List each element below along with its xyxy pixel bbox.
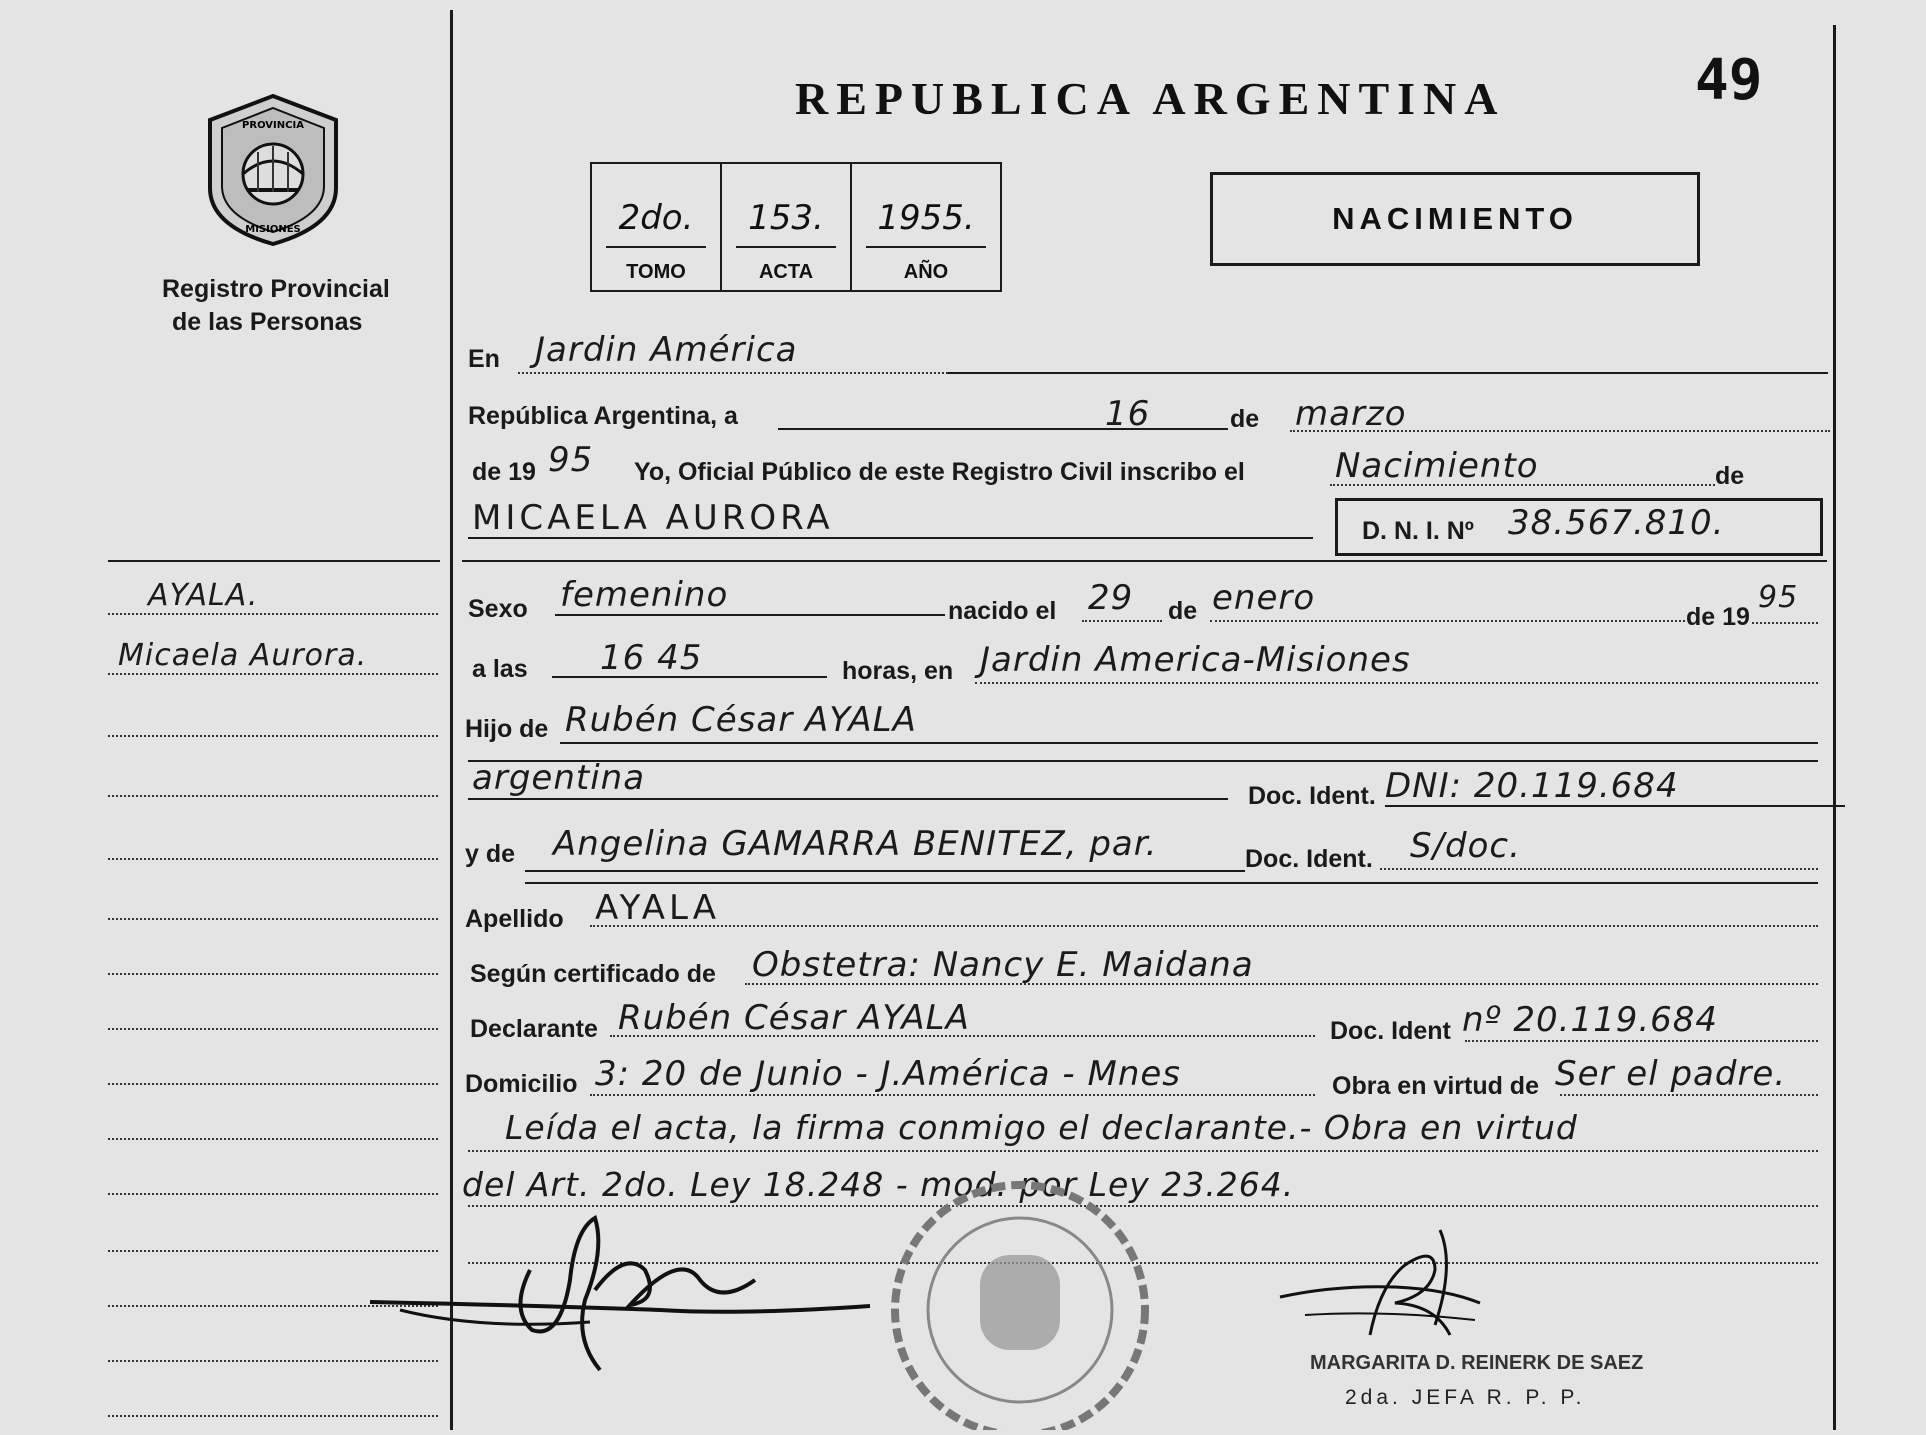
en-value: Jardin América: [535, 330, 798, 370]
right-border: [1833, 25, 1836, 1430]
padre-value: Rubén César AYALA: [565, 700, 917, 740]
ref-box-value: 1955.: [877, 198, 975, 238]
nacido-month: enero: [1212, 578, 1316, 618]
registry-name-line1: Registro Provincial: [162, 275, 390, 303]
year-suffix: 95: [548, 440, 594, 480]
de19-label: de 19: [472, 458, 536, 486]
ref-box-tomo: [590, 162, 722, 292]
horas-en-label: horas, en: [842, 657, 954, 685]
registry-name-line2: de las Personas: [172, 308, 363, 336]
margin-note-names: Micaela Aurora.: [118, 638, 368, 673]
jefa-name: MARGARITA D. REINERK DE SAEZ: [1310, 1352, 1644, 1374]
day-line: [778, 428, 1228, 430]
doc-ident2-label: Doc. Ident: [1330, 1017, 1451, 1045]
seal-text-top: PROVINCIA: [242, 120, 304, 131]
left-column-divider: [108, 560, 440, 562]
domicilio-label: Domicilio: [465, 1070, 578, 1098]
seal-icon: [200, 92, 346, 248]
acto-value: Nacimiento: [1335, 446, 1539, 486]
ref-box-label: ACTA: [758, 261, 814, 283]
margin-note-surname: AYALA.: [148, 578, 259, 613]
nacido-year: 95: [1758, 580, 1799, 615]
ref-box-label: AÑO: [903, 261, 949, 283]
domicilio-line: [590, 1094, 1315, 1096]
document-type-box: [1210, 172, 1700, 266]
ref-box-acta: [720, 162, 852, 292]
margin-line: [108, 973, 438, 975]
nacido-year-line: [1752, 622, 1818, 624]
obra-value: Ser el padre.: [1555, 1054, 1787, 1094]
obra-line: [1560, 1094, 1818, 1096]
apellido-label: Apellido: [465, 905, 564, 933]
madre-line: [525, 870, 1245, 872]
margin-line: [108, 1415, 438, 1417]
margin-line: [108, 858, 438, 860]
en-dotted-line: [518, 372, 948, 374]
nacido-day: 29: [1088, 578, 1134, 618]
document-title: REPUBLICA ARGENTINA: [795, 73, 1506, 124]
nacido-label: nacido el: [948, 597, 1057, 625]
official-stamp: [885, 1170, 1155, 1430]
ref-box-value: 153.: [748, 198, 824, 238]
padre-nac-line: [468, 798, 1228, 800]
de2-label: de: [1715, 462, 1745, 490]
a-las-label: a las: [472, 655, 528, 683]
declarante-doc-value: nº 20.119.684: [1462, 1000, 1719, 1040]
lugar-value: Jardin America-Misiones: [980, 640, 1411, 680]
dni-box: [1335, 498, 1823, 556]
certificado-value: Obstetra: Nancy E. Maidana: [752, 945, 1254, 985]
padre-nac-line-top: [468, 760, 1818, 762]
margin-line: [108, 1083, 438, 1085]
ref-box-underline: [866, 246, 986, 248]
ref-box-label: TOMO: [626, 261, 686, 283]
declarante-value: Rubén César AYALA: [618, 998, 970, 1038]
apellido-value: AYALA: [595, 888, 720, 928]
page-number: 49: [1695, 48, 1763, 113]
margin-line: [108, 795, 438, 797]
form-divider: [462, 560, 1827, 562]
nombre-value: MICAELA AURORA: [472, 498, 834, 538]
sexo-label: Sexo: [468, 595, 528, 623]
en-solid-line: [948, 372, 1828, 374]
signature-icon: [1275, 1225, 1535, 1355]
padre-doc-value: DNI: 20.119.684: [1385, 766, 1679, 806]
signature-icon: [360, 1210, 880, 1390]
nacido-de19-label: de 19: [1686, 603, 1750, 631]
dni-value: 38.567.810.: [1508, 503, 1725, 543]
margin-line: [108, 735, 438, 737]
dni-label: D. N. I. Nº: [1362, 517, 1474, 545]
lugar-line: [975, 682, 1818, 684]
month-value: marzo: [1295, 394, 1407, 434]
ref-box-value: 2do.: [618, 198, 694, 238]
nota1: Leída el acta, la firma conmigo el declarante.- Obra en virtud: [505, 1108, 1578, 1147]
yo-text: Yo, Oficial Público de este Registro Civil inscribo el: [634, 458, 1245, 486]
nota1-line: [468, 1150, 1818, 1152]
madre-doc-label: Doc. Ident.: [1245, 845, 1373, 873]
de-label: de: [1230, 405, 1260, 433]
en-label: En: [468, 345, 500, 373]
ref-box-underline: [606, 246, 706, 248]
obra-label: Obra en virtud de: [1332, 1072, 1539, 1100]
provincial-seal: [200, 92, 346, 248]
jefa-signature: [1275, 1225, 1535, 1355]
official-signature: [360, 1210, 880, 1390]
doc-ident-label: Doc. Ident.: [1248, 782, 1376, 810]
margin-line: [108, 673, 438, 675]
declarante-doc-line: [1465, 1040, 1818, 1042]
certificado-label: Según certificado de: [470, 960, 716, 988]
sexo-value: femenino: [560, 575, 729, 615]
margin-line: [108, 1028, 438, 1030]
margin-line: [108, 918, 438, 920]
republica-label: República Argentina, a: [468, 402, 738, 430]
jefa-title: 2da. JEFA R. P. P.: [1345, 1386, 1586, 1409]
ref-box-underline: [736, 246, 836, 248]
padre-nac-value: argentina: [472, 758, 646, 798]
domicilio-value: 3: 20 de Junio - J.América - Mnes: [595, 1054, 1182, 1094]
nacido-day-line: [1082, 620, 1162, 622]
padre-line: [560, 742, 1818, 744]
hijo-label: Hijo de: [465, 715, 549, 743]
madre-doc-value: S/doc.: [1410, 826, 1521, 866]
nacido-month-line: [1210, 620, 1685, 622]
ymadre-label: y de: [465, 840, 516, 868]
madre-value: Angelina GAMARRA BENITEZ, par.: [553, 824, 1158, 864]
day-value: 16: [1105, 394, 1151, 434]
declarante-label: Declarante: [470, 1015, 598, 1043]
nacido-de-label: de: [1168, 597, 1198, 625]
hora-value: 16 45: [600, 638, 703, 678]
madre-doc-line: [1380, 868, 1818, 870]
document-type-label: NACIMIENTO: [1332, 201, 1578, 236]
madre-line-full: [525, 882, 1818, 884]
seal-text-bottom: MISIONES: [245, 224, 301, 235]
margin-line: [108, 613, 438, 615]
apellido-line: [590, 925, 1818, 927]
stamp-icon: [885, 1170, 1155, 1430]
margin-line: [108, 1138, 438, 1140]
nota2: del Art. 2do. Ley 18.248 - mod. por Ley 23.264.: [462, 1165, 1295, 1204]
margin-line: [108, 1193, 438, 1195]
ref-box-ano: [850, 162, 1002, 292]
